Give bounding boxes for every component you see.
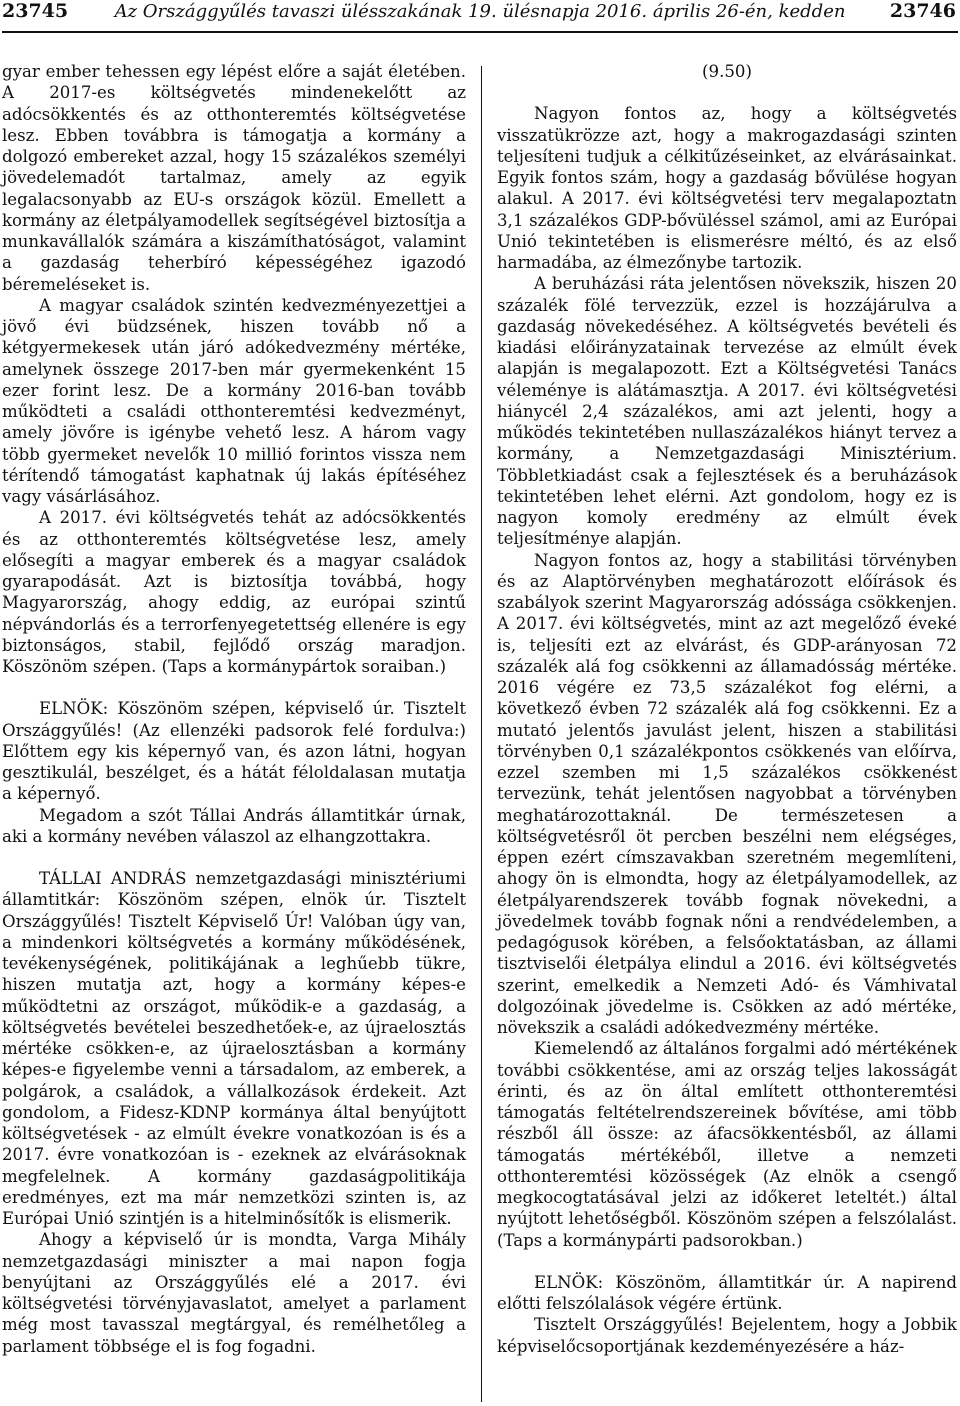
time-marker: (9.50) [702, 62, 752, 81]
paragraph: Nagyon fontos az, hogy a költségvetés visszatükrözze azt, hogy a makrogazdasági szinten teljesíteni tudjuk a célkitűzéseinket, az elvárásainkat. Egyik fontos szám, hogy a gazdaság bővülése hogyan alakul. A 2017. évi költségvetési terv megalapoztatn 3,1 százalékos GDP-bővüléssel számol, ami az Európai Unió tekintetében is elismerésre méltó, és az első harmadába, az élmezőnybe tartozik. [497, 104, 957, 272]
paragraph: Tisztelt Országgyűlés! Bejelentem, hogy a Jobbik képviselőcsoportjának kezdeményezésére a ház- [497, 1315, 957, 1356]
page-number-right: 23746 [889, 0, 956, 22]
right-column [497, 61, 957, 1357]
paragraph: A beruházási ráta jelentősen növekszik, hiszen 20 százalék fölé tervezzük, ezzel is hozzájárulva a gazdaság növekedéséhez. A költségvetés bevételi és kiadási előirányzatainak tervezése az elmúlt évek alapján is megalapozott. Ezt a Költségvetési Tanács véleménye is alátámasztja. A 2017. évi költségvetési hiánycél 2,4 százalékos, ami azt jelenti, hogy a működés tekintetében nullaszázalékos hiányt tervez a kormány, a Nemzetgazdasági Minisztérium. Többletkiadást csak a fejlesztések és a beruházások tekintetében lehet elérni. Azt gondolom, hogy ez is nagyon komoly eredmény az elmúlt évek teljesítménye alapján. [497, 274, 957, 549]
page-number-left: 23745 [2, 0, 69, 22]
left-column [2, 61, 466, 1357]
paragraph: Kiemelendő az általános forgalmi adó mértékének további csökkentése, ami az ország teljes lakosságát érinti, és az ön által említett otthonteremtési támogatás feltételrendszereinek bővítése, ami több részből áll össze: az áfacsökkentésből, az állami támogatás mértékéből, illetve a nemzeti otthonteremtési közösségek (Az elnök a csengő megkocogtatásával jelzi az időkeret leteltét.) által nyújtott lehetőségből. Köszönöm szépen a felszólalást. (Taps a kormánypárti padsorokban.) [497, 1039, 957, 1250]
header-rule [2, 31, 958, 33]
paragraph: ELNÖK: Köszönöm, államtitkár úr. A napirend előtti felszólalások végére értünk. [497, 1272, 957, 1313]
paragraph: Megadom a szót Tállai András államtitkár úrnak, aki a kormány nevében válaszol az elhangzottakra. [2, 805, 466, 846]
paragraph: A magyar családok szintén kedvezményezettjei a jövő évi büdzsének, hiszen tovább nő a kétgyermekesek után járó adókedvezmény mértéke, amelynek összege 2017-ben már gyermekenként 15 ezer forint lesz. De a kormány 2016-ban tovább működteti a családi otthonteremtési kedvezményt, amely jövőre is igénybe vehető lesz. A három vagy több gyermeket nevelők 10 millió forintos vissza nem térítendő támogatást kaphatnak új lakás építéséhez vagy vásárlásához. [2, 295, 466, 506]
paragraph: Ahogy a képviselő úr is mondta, Varga Mihály nemzetgazdasági miniszter a mai napon fogja benyújtani az Országgyűlés elé a 2017. évi költségvetési törvényjavaslatot, amelyet a parlament még most tavasszal megtárgyal, és remélhetőleg a parlament többsége el is fog fogadni. [2, 1230, 466, 1356]
paragraph: ELNÖK: Köszönöm szépen, képviselő úr. Tisztelt Országgyűlés! (Az ellenzéki padsorok felé fordulva:) Előttem egy kis képernyő van, és azon látni, hogyan gesztikulál, beszélget, és a hátát féloldalasan mutatja a képernyő. [2, 699, 466, 804]
paragraph: TÁLLAI ANDRÁS nemzetgazdasági minisztériumi államtitkár: Köszönöm szépen, elnök úr. Tisztelt Országgyűlés! Tisztelt Képviselő Úr! Valóban úgy van, a mindenkori költségvetés a kormány működésének, tevékenységének, politikájának a leghűebb tükre, hiszen mutatja azt, hogy a kormány képes-e működtetni az országot, működik-e a gazdaság, a költségvetés bevételei beszedhetőek-e, az újraelosztás mértéke csökken-e, az újraelosztásban a kormány képes-e figyelembe venni a társadalom, az emberek, a polgárok, a családok, a vállalkozások érdekeit. Azt gondolom, a Fidesz-KDNP kormánya által benyújtott költségvetések - az elmúlt évekre vonatkozóan is és a 2017. évre vonatkozóan is - ezeknek az elvárásoknak megfelelnek. A kormány gazdaságpolitikája eredményes, ezt ma már nemzetközi szinten is, az Európai Unió szintjén is a hitelminősítők is elismerik. [2, 869, 466, 1228]
paragraph: Nagyon fontos az, hogy a stabilitási törvényben és az Alaptörvényben meghatározott előírások és szabályok szerint Magyarország adóssága csökkenjen. A 2017. évi költségvetés, mint az azt megelőző éveké is, teljesíti ezt az elvárást, és GDP-arányosan 72 százalék alá fog csökkenni az államadósság mértéke. 2016 végére ez 73,5 százalékot fog elérni, a következő évben 72 százalék alá fog csökkenni. Ez a mutató jelentős javulást jelent, hiszen a stabilitási törvényben 0,1 százalékpontos csökkenés van előírva, ezzel szemben mi 1,5 százalékos csökkenést tervezünk, tehát jelentősen nagyobbat a törvényben meghatározottaknál. De természetesen a költségvetésről öt percben beszélni nem elégséges, éppen ezért címszavakban szeretném megemlíteni, ahogy ön is elmondta, hogy az életpályamodellek, az életpályarendszerek tovább fognak növekedni, a jövedelmek tovább fognak nőni a rendvédelemben, a pedagógusok körében, a felsőoktatásban, az állami tisztviselői életpálya elindul a 2016. évi költségvetés szerint, emelkedik a Nemzeti Adó- és Vámhivatal dolgozóinak jövedelme is. Csökken az adó mértéke, növekszik a családi adókedvezmény mértéke. [497, 550, 957, 1037]
paragraph: gyar ember tehessen egy lépést előre a saját életében. A 2017-es költségvetés mindenekelőtt az adócsökkentés és az otthonteremtés költségvetése lesz. Ebben továbbra is támogatja a kormány a dolgozó embereket azzal, hogy 15 százalékos személyi jövedelemadót tartalmaz, amely az egyik legalacsonyabb az EU-s országok közül. Emellett a kormány az életpályamodellek segítségével biztosítja a munkavállalók számára a kiszámíthatóságot, valamint a gazdaság teherbíró képességéhez igazodó béremeléseket is. [2, 62, 466, 294]
page-header-title: Az Országgyűlés tavaszi ülésszakának 19. ülésnapja 2016. április 26-én, kedden [114, 1, 846, 22]
page-header [0, 0, 960, 30]
column-divider [481, 66, 482, 1402]
paragraph: A 2017. évi költségvetés tehát az adócsökkentés és az otthonteremtés költségvetése lesz, amely elősegíti a magyar emberek és a magyar családok gyarapodását. Azt is biztosítja továbbá, hogy Magyarország, ahogy eddig, az európai szintű népvándorlás és a terrorfenyegetettség ellenére is egy biztonságos, stabil, fejlődő ország maradjon. Köszönöm szépen. (Taps a kormánypártok soraiban.) [2, 508, 466, 676]
